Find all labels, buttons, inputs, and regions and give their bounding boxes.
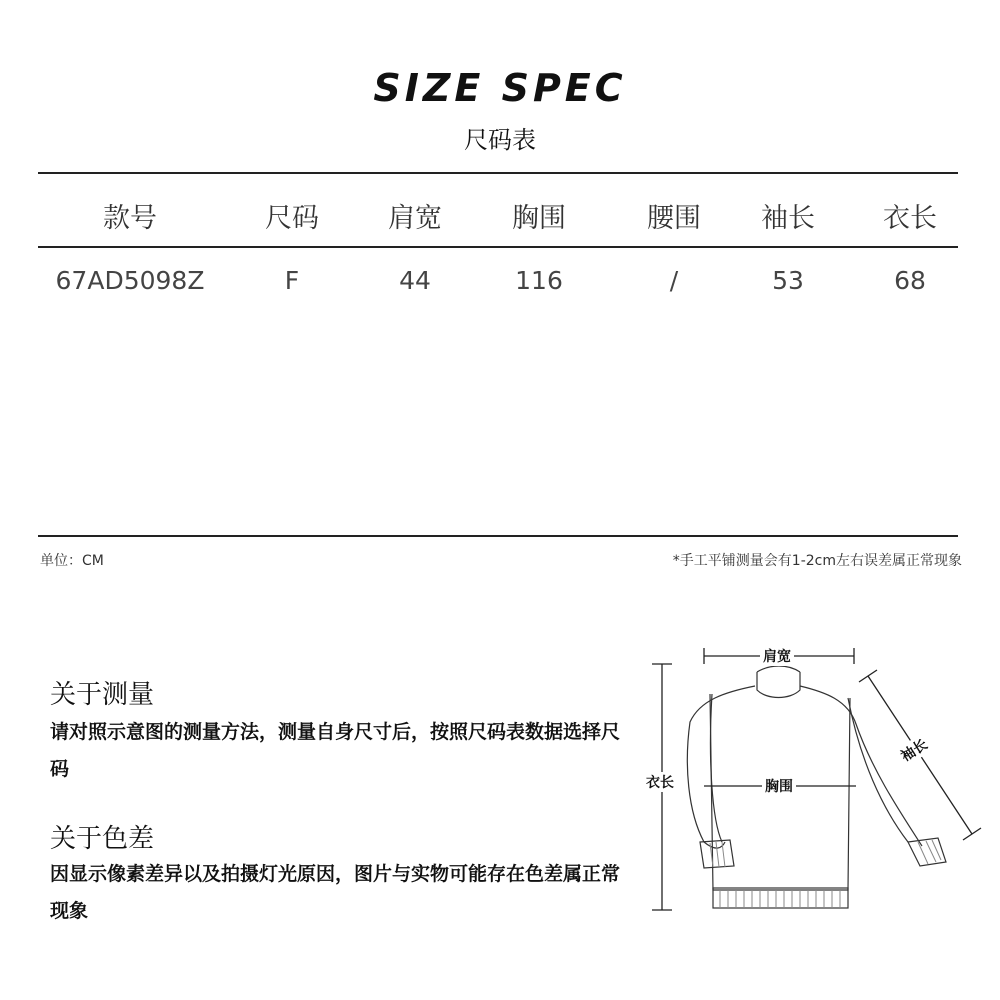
measurement-text: 请对照示意图的测量方法，测量自身尺寸后，按照尺码表数据选择尺码 xyxy=(50,721,621,780)
cell-waist: / xyxy=(669,266,679,295)
col-header-size: 尺码 xyxy=(265,203,319,234)
cell-shoulder: 44 xyxy=(399,266,431,295)
size-spec-title: SIZE SPEC xyxy=(373,66,627,110)
col-header-length: 衣长 xyxy=(883,203,937,234)
col-header-style-no: 款号 xyxy=(103,203,157,234)
chest-label: 胸围 xyxy=(762,776,796,796)
col-header-waist: 腰围 xyxy=(647,203,701,234)
cell-length: 68 xyxy=(894,266,926,295)
size-chart-subtitle: 尺码表 xyxy=(464,126,536,154)
sleeve-label: 袖长 xyxy=(895,733,933,767)
col-header-sleeve: 袖长 xyxy=(761,203,815,234)
color-text: 因显示像素差异以及拍摄灯光原因，图片与实物可能存在色差属正常现象 xyxy=(50,863,621,922)
shoulder-label: 肩宽 xyxy=(760,646,794,666)
unit-note: 单位：CM xyxy=(40,553,104,569)
cell-size: F xyxy=(284,266,300,295)
col-header-chest: 胸围 xyxy=(512,203,566,234)
cell-chest: 116 xyxy=(515,266,563,295)
measurement-heading: 关于测量 xyxy=(50,680,155,710)
color-heading: 关于色差 xyxy=(50,824,155,854)
cell-style-no: 67AD5098Z xyxy=(55,266,205,295)
tolerance-note: *手工平铺测量会有1-2cm左右误差属正常现象 xyxy=(672,553,962,569)
col-header-shoulder: 肩宽 xyxy=(388,203,442,234)
cell-sleeve: 53 xyxy=(772,266,804,295)
length-label: 衣长 xyxy=(645,772,675,792)
